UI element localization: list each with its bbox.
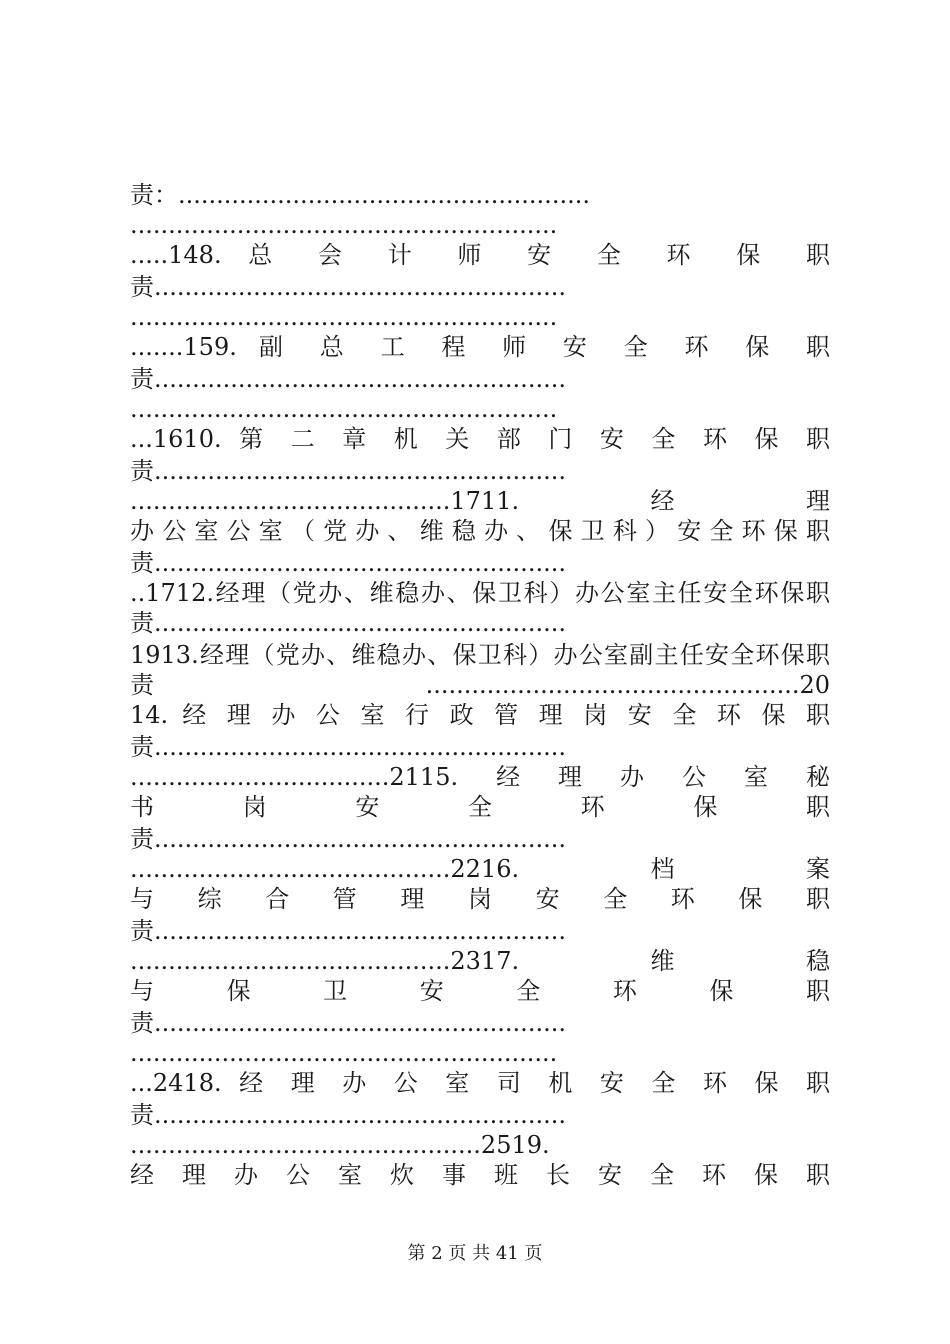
- toc-line: 14. 经 理 办 公 室 行 政 管 理 岗 安 全 环 保 职: [130, 701, 830, 729]
- toc-line: 责......................................................: [130, 917, 566, 945]
- toc-line: 责......................................................: [130, 609, 566, 637]
- toc-line: 责......................................................: [130, 549, 566, 577]
- toc-line: ...2418. 经 理 办 公 室 司 机 安 全 环 保 职: [130, 1069, 830, 1097]
- toc-line: 责......................................................: [130, 457, 566, 485]
- toc-line: ..........................................2317.维稳: [130, 947, 830, 975]
- toc-line: 办 公 室 公 室 （ 党 办 、 维 稳 办 、 保 卫 科 ） 安 全 环 保 职: [130, 517, 830, 545]
- toc-line: 经 理 办 公 室 炊 事 班 长 安 全 环 保 职: [130, 1161, 830, 1189]
- toc-line: ...1610. 第 二 章 机 关 部 门 安 全 环 保 职: [130, 425, 830, 453]
- toc-line: ........................................................: [130, 211, 558, 239]
- toc-line: 责......................................................: [130, 273, 566, 301]
- toc-line: 责......................................................: [130, 733, 566, 761]
- toc-line: 责：......................................................: [130, 181, 590, 209]
- toc-line: ..........................................2216.档案: [130, 855, 830, 883]
- toc-line: 与 综 合 管 理 岗 安 全 环 保 职: [130, 885, 830, 913]
- toc-line: .......159. 副 总 工 程 师 安 全 环 保 职: [130, 333, 830, 361]
- page-footer: 第 2 页 共 41 页: [407, 1243, 543, 1264]
- toc-line: 1913.经理（党办、维稳办、保卫科）办公室副主任安全环保职: [130, 641, 830, 669]
- toc-line: 责......................................................: [130, 1101, 566, 1129]
- toc-line: .....148. 总 会 计 师 安 全 环 保 职: [130, 241, 830, 269]
- toc-line: 责......................................................: [130, 1009, 566, 1037]
- toc-line: ..............................................2519.: [130, 1131, 550, 1159]
- toc-line: 责.................................................20: [130, 671, 830, 699]
- toc-line: ........................................................: [130, 303, 558, 331]
- toc-line: ..................................2115.经理办公室秘: [130, 763, 830, 791]
- toc-line: 责......................................................: [130, 365, 566, 393]
- toc-line: 书 岗 安 全 环 保 职: [130, 793, 830, 821]
- toc-line: 与 保 卫 安 全 环 保 职: [130, 977, 830, 1005]
- toc-line: 责......................................................: [130, 825, 566, 853]
- toc-line: ........................................................: [130, 1039, 558, 1067]
- toc-line: ..........................................1711.经理: [130, 487, 830, 515]
- toc-line: ..1712.经理（党办、维稳办、保卫科）办公室主任安全环保职: [130, 579, 830, 607]
- toc-line: ........................................................: [130, 395, 558, 423]
